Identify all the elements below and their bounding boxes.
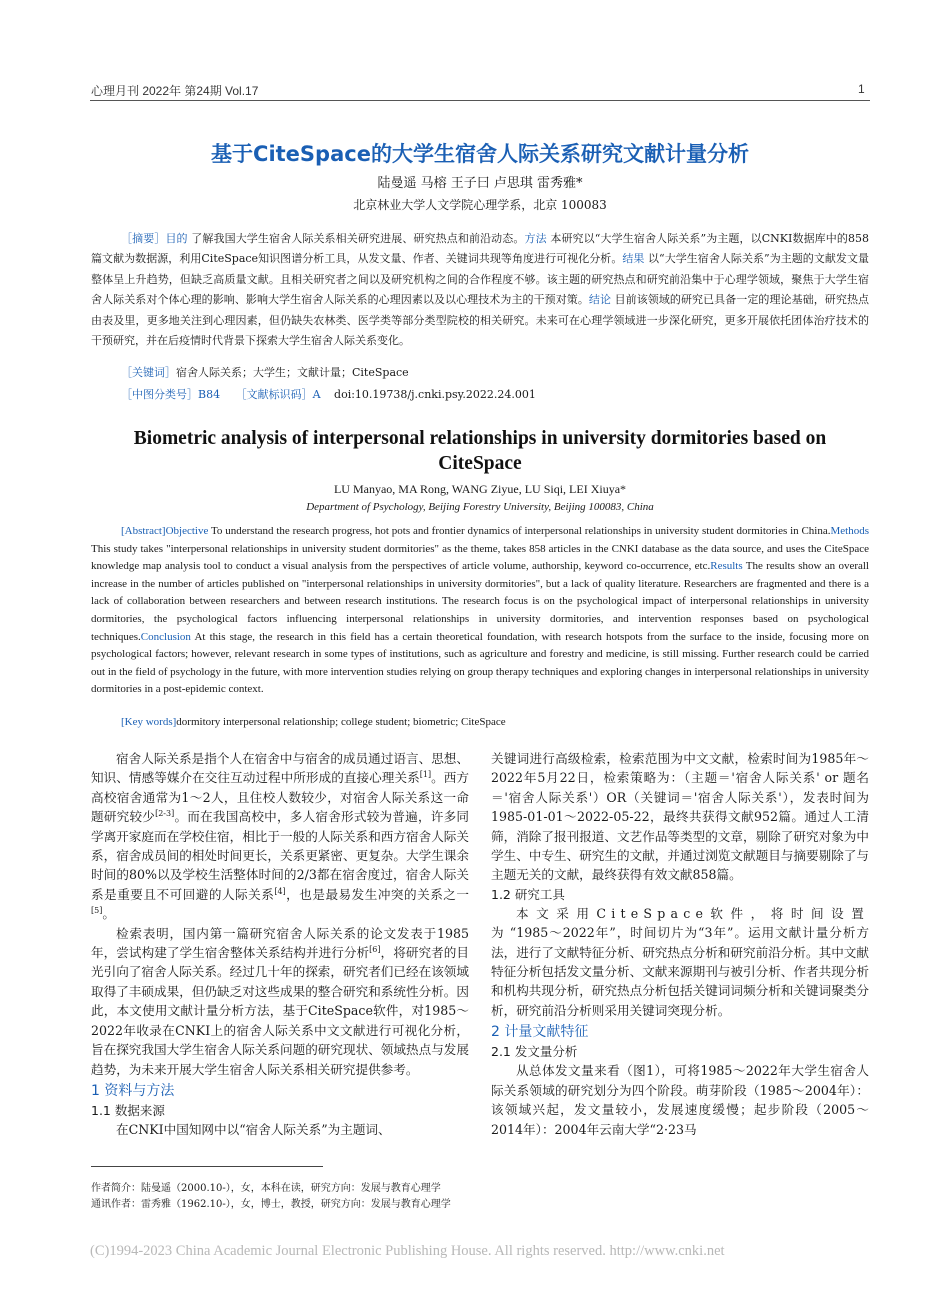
- classification-line: [121, 386, 536, 402]
- en-conclusion-text: At this stage, the research in this field has a certain theoretical foundation, with research hotspots from the surface to the inside, focusing more on psychological factors; however, relevant research in some types of institutions, such as agriculture and forestry and medicine, is still missing. Further research could be carried out in the field of psychology in the future, with more intervention studies relying on group therapy techniques and exploring changes in interpersonal relationships in university dormitories in a post-epidemic context.: [91, 630, 869, 696]
- chinese-abstract: [91, 229, 869, 351]
- footnote-first-author: 作者简介：陆曼遥（2000.10-），女，本科在读，研究方向：发展与教育心理学: [91, 1183, 441, 1194]
- chinese-authors: 陆曼遥 马榕 王子曰 卢思琪 雷秀雅*: [377, 176, 583, 191]
- citation-ref[interactable]: [4]: [274, 886, 286, 896]
- footnote-rule: [91, 1166, 323, 1167]
- en-results-label: Results: [710, 560, 743, 573]
- intro-paragraph-1: 宿舍人际关系是指个人在宿舍中与宿舍的成员通过语言、思想、知识、情感等媒介在交往互动过程中所形成的直接心理关系[1]。西方高校宿舍通常为1～2人，且住校人数较少，对宿舍人际关系这一命题研究较少[2-3]。而在我国高校中，多人宿舍形式较为普遍，许多同学离开家庭而在学校住宿，相比于一般的人际关系和西方宿舍人际关系，宿舍成员间的相处时间更长，关系更紧密、更复杂。大学生课余时间的80%以及学校生活整体时间的2/3都在宿舍度过，宿舍人际关系是重要且不可回避的人际关系[4]，也是最易发生冲突的关系之一[5]。: [91, 751, 470, 922]
- doc-code-label: ［文献标识码］A: [235, 388, 321, 401]
- subsection-heading-1-1: 1.1 数据来源: [91, 1102, 165, 1118]
- page-number: 1: [858, 82, 865, 96]
- abstract-tag: ［摘要］: [121, 232, 166, 245]
- subsection-heading-2-1: 2.1 发文量分析: [491, 1044, 578, 1060]
- citation-ref[interactable]: [1]: [419, 770, 432, 780]
- english-authors: LU Manyao, MA Rong, WANG Ziyue, LU Siqi, LEI Xiuya*: [333, 482, 627, 496]
- footnote-corresponding-author: 通讯作者：雷秀雅（1962.10-），女，博士，教授，研究方向：发展与教育心理学: [91, 1199, 451, 1210]
- copyright-watermark: (C)1994-2023 China Academic Journal Electronic Publishing House. All rights reserved. http://www.cnki.net: [90, 1243, 725, 1259]
- en-conclusion-label: Conclusion: [140, 630, 191, 643]
- en-results-text: The results show an overall increase in the number of articles published on "interpersonal relationships in university dormitories", but a lack of quality literature. Researchers are fragmented and there is a lack of collaboration between researchers and between research institutions. The research focus is on the psychological impact of interpersonal relationships in university dormitories, the psychological factors influencing interpersonal relationships in university dormitories, and intervention responses based on psychological techniques.: [91, 560, 869, 643]
- chinese-affiliation: 北京林业大学人文学院心理学系，北京 100083: [353, 198, 607, 212]
- en-methods-label: Methods: [830, 525, 869, 537]
- chinese-keywords-line: [121, 364, 409, 380]
- english-title: Biometric analysis of interpersonal relationships in university dormitories based on CiteSpace: [133, 428, 827, 474]
- results-label: 结果: [622, 252, 645, 266]
- intro-paragraph-2: 检索表明，国内第一篇研究宿舍人际关系的论文发表于1985年，尝试构建了学生宿舍整体关系结构并进行分析[6]，将研究者的目光引向了宿舍人际关系。经过几十年的探索，研究者们已经在该领域取得了丰硕成果，但仍缺乏对这些成果的整合研究和系统性分析。因此，本文使用文献计量分析方法，基于CiteSpace软件，对1985～2022年收录在CNKI上的宿舍人际关系中文文献进行可视化分析，旨在探究我国大学生宿舍人际关系问题的研究现状、领域热点与发展趋势，为未来开展大学生宿舍人际关系相关研究提供参考。: [91, 925, 470, 1077]
- objective-text: 了解我国大学生宿舍人际关系相关研究进展、研究热点和前沿动态。: [187, 232, 525, 245]
- citation-ref[interactable]: [6]: [369, 944, 381, 954]
- en-methods-text: This study takes "interpersonal relationships in university student dormitories" as the theme, takes 858 articles in the CNKI database as the data source, and uses the CiteSpace knowledge map analysis tool to conduct a visual analysis from the perspectives of article volume, authorship, keyword co-occurrence, etc.: [91, 542, 869, 573]
- en-objective-text: To understand the research progress, hot pots and frontier dynamics of interpersonal relationships in university student dormitories in China.: [208, 525, 831, 537]
- methods-label: 方法: [524, 232, 547, 245]
- subsection-heading-1-2: 1.2 研究工具: [491, 886, 565, 902]
- en-keywords-text: dormitory interpersonal relationship; college student; biometric; CiteSpace: [176, 716, 506, 728]
- publication-volume-paragraph: 从总体发文量来看（图1），可将1985～2022年大学生宿舍人际关系领域的研究划分为四个阶段。萌芽阶段（1985～2004年）：该领域兴起，发文量较小，发展速度缓慢；起步阶段（2005～2014年）：2004年云南大学“2·23马: [491, 1063, 869, 1137]
- citation-ref[interactable]: [2-3]: [155, 809, 175, 819]
- body-column-left: [91, 749, 469, 1139]
- en-keywords-label: [Key words]: [121, 716, 177, 728]
- results-text: 以“大学生宿舍人际关系”为主题的文献发文量整体呈上升趋势，但缺乏高质量文献。且相关研究者之间以及研究机构之间的合作程度不够。该主题的研究热点和研究前沿集中于心理学领域，聚焦于大学生宿舍人际关系对个体心理的影响、影响大学生宿舍人际关系的心理因素以及以心理技术为主的干预对策。: [91, 252, 870, 307]
- chinese-title: 基于CiteSpace的大学生宿舍人际关系研究文献计量分析: [211, 142, 749, 166]
- en-objective-label: Objective: [165, 525, 209, 537]
- citation-ref[interactable]: [5]: [91, 906, 103, 916]
- doi[interactable]: doi:10.19738/j.cnki.psy.2022.24.001: [334, 388, 536, 401]
- data-source-paragraph: 在CNKI中国知网中以“宿舍人际关系”为主题词、: [116, 1121, 391, 1137]
- english-affiliation: Department of Psychology, Beijing Forestry University, Beijing 100083, China: [306, 501, 654, 513]
- methods-text: 本研究以“大学生宿舍人际关系”为主题，以CNKI数据库中的858篇文献为数据源，利用CiteSpace知识图谱分析工具，从发文量、作者、关键词共现等角度进行可视化分析。: [91, 232, 870, 266]
- header-rule: [90, 100, 870, 101]
- conclusion-text: 目前该领域的研究已具备一定的理论基础，研究热点由表及里，更多地关注到心理因素，但仍缺失农林类、医学类等部分类型院校的相关研究。未来可在心理学领域进一步深化研究，更多开展依托团体治疗技术的干预研究，并在后疫情时代背景下探索大学生宿舍人际关系变化。: [91, 293, 870, 348]
- english-keywords-line: [121, 716, 506, 728]
- running-head: 心理月刊 2022年 第24期 Vol.17: [91, 84, 259, 98]
- en-abstract-tag: [Abstract]: [121, 525, 166, 537]
- english-abstract: [91, 523, 869, 699]
- tools-paragraph: 本文采用CiteSpace软件，将时间设置为“1985～2022年”，时间切片为“3年”。运用文献计量分析方法，进行了文献特征分析、研究热点分析和研究前沿分析。其中文献特征分析包括发文量分析、文献来源期刊与被引分析、作者共现分析和机构共现分析，研究热点分析包括关键词词频分析和关键词聚类分析，研究前沿分析则采用关键词突现分析。: [491, 905, 869, 1018]
- body-column-right: [491, 749, 869, 1139]
- clc-label: ［中图分类号］B84: [121, 388, 221, 401]
- keywords-label: ［关键词］: [121, 366, 176, 379]
- section-heading-2: 2 计量文献特征: [491, 1024, 589, 1041]
- objective-label: 目的: [165, 232, 188, 245]
- search-paragraph: 关键词进行高级检索，检索范围为中文文献，检索时间为1985年～2022年5月22日，检索策略为：（主题＝'宿舍人际关系' or 题名＝'宿舍人际关系'）OR（关键词＝'宿舍人际关系'），发表时间为1985-01-01～2022-05-22，最终共获得文献952篇。通过人工清筛，消除了报刊报道、文艺作品等类型的文章，剔除了研究对象为中学生、中专生、研究生的文献，并通过浏览文献题目与摘要剔除了与主题无关的文献，最终获得有效文献858篇。: [491, 751, 869, 883]
- section-heading-1: 1 资料与方法: [91, 1082, 175, 1099]
- conclusion-label: 结论: [588, 293, 612, 307]
- keywords-text: 宿舍人际关系；大学生；文献计量；CiteSpace: [176, 366, 409, 379]
